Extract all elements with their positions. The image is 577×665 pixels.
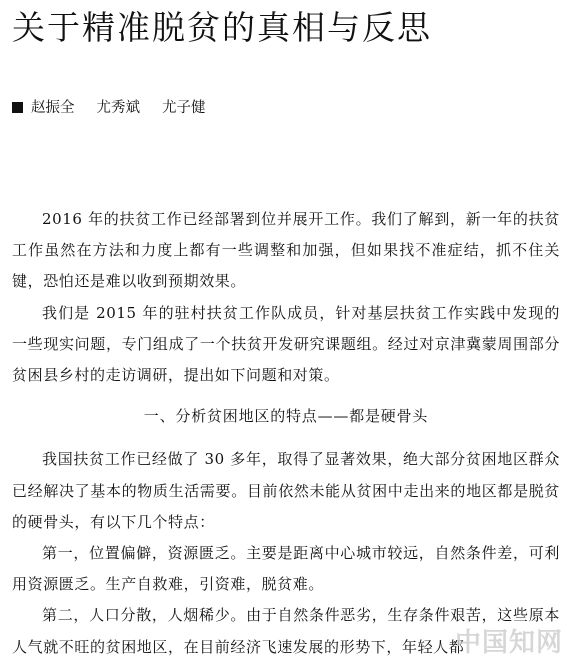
body-paragraph: 2016 年的扶贫工作已经部署到位并展开工作。我们了解到，新一年的扶贫工作虽然在方法和力度上都有一些调整和加强，但如果找不准症结，抓不住关键，恐怕还是难以收到预期效果。: [12, 210, 560, 291]
square-bullet-icon: [12, 102, 23, 113]
author-name: 尤子健: [162, 100, 206, 116]
article-title: 关于精准脱贫的真相与反思: [12, 8, 432, 47]
body-paragraph: 第一，位置偏僻，资源匮乏。主要是距离中心城市较远，自然条件差，可利用资源匮乏。生产自救难，引资难，脱贫难。: [12, 544, 560, 594]
author-name: 赵振全: [31, 100, 75, 116]
author-name: 尤秀斌: [96, 100, 140, 116]
body-paragraph: 第二，人口分散，人烟稀少。由于自然条件恶劣，生存条件艰苦，这些原本人气就不旺的贫困地区，在目前经济飞速发展的形势下，年轻人都: [12, 606, 560, 656]
author-line: [12, 98, 206, 118]
article-body: [12, 204, 560, 663]
section-heading: 一、分析贫困地区的特点——都是硬骨头: [143, 407, 429, 426]
body-paragraph: 我国扶贫工作已经做了 30 多年，取得了显著效果，绝大部分贫困地区群众已经解决了基本的物质生活需要。目前依然未能从贫困中走出来的地区都是脱贫的硬骨头，有以下几个特点：: [12, 450, 560, 531]
watermark-logo: 中国知网: [454, 628, 563, 658]
body-paragraph: 我们是 2015 年的驻村扶贫工作队成员，针对基层扶贫工作实践中发现的一些现实问题，专门组成了一个扶贫开发研究课题组。经过对京津冀蒙周围部分贫困县乡村的走访调研，提出如下问题和对策。: [12, 303, 560, 385]
